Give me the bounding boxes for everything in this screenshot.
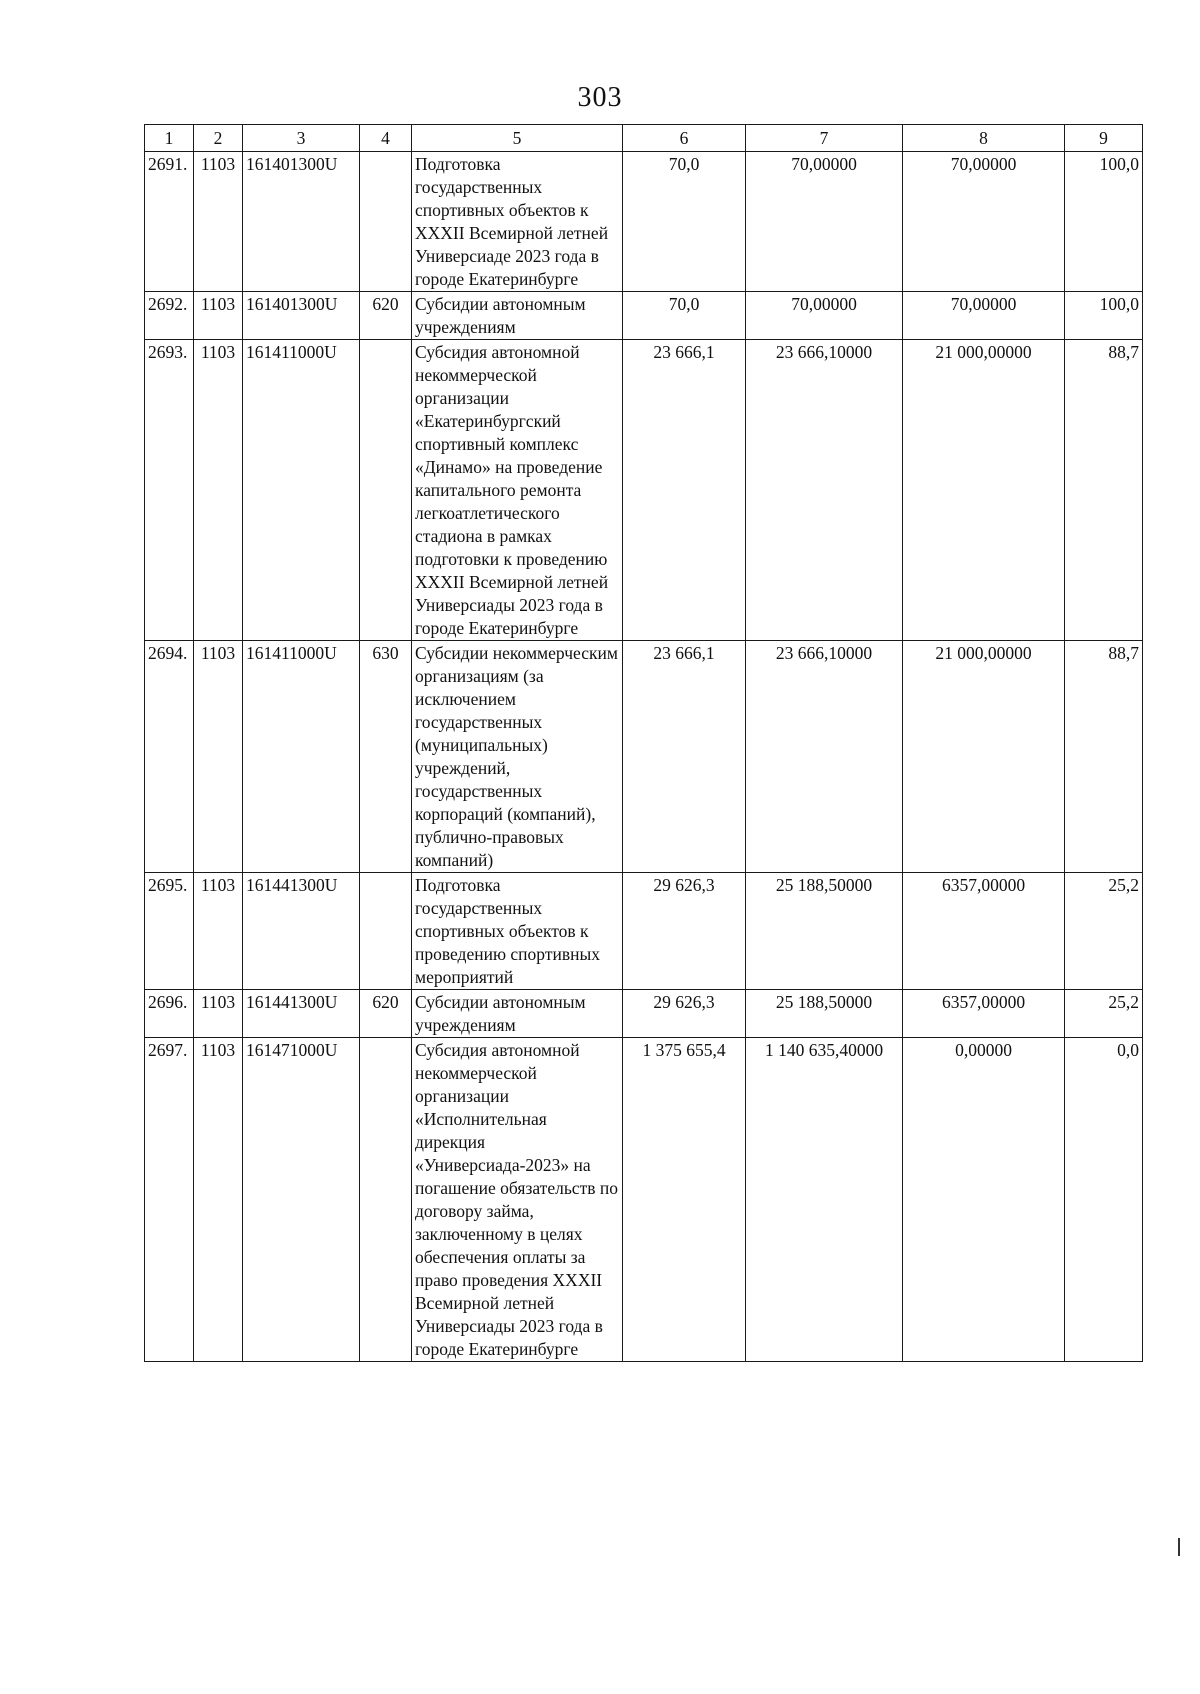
row-number-cell: 2697. xyxy=(145,1038,194,1362)
expense-kind-cell: 630 xyxy=(360,641,412,873)
header-row xyxy=(145,125,1143,152)
percent-cell: 100,0 xyxy=(1065,152,1143,292)
expense-kind-cell xyxy=(360,340,412,641)
value-cell-6: 23 666,1 xyxy=(623,641,746,873)
table-body xyxy=(145,152,1143,1362)
value-cell-8: 21 000,00000 xyxy=(903,641,1065,873)
name-cell: Субсидии автономным учреждениям xyxy=(412,990,623,1038)
table-row xyxy=(145,152,1143,292)
column-header: 5 xyxy=(412,125,623,152)
value-cell-8: 70,00000 xyxy=(903,152,1065,292)
column-header: 6 xyxy=(623,125,746,152)
value-cell-7: 25 188,50000 xyxy=(746,873,903,990)
column-header: 3 xyxy=(243,125,360,152)
target-code-cell: 161401300U xyxy=(243,152,360,292)
percent-cell: 88,7 xyxy=(1065,340,1143,641)
column-header: 8 xyxy=(903,125,1065,152)
page-number: 303 xyxy=(577,82,623,113)
value-cell-7: 23 666,10000 xyxy=(746,641,903,873)
row-number-cell: 2693. xyxy=(145,340,194,641)
percent-cell: 25,2 xyxy=(1065,873,1143,990)
section-code-cell: 1103 xyxy=(194,641,243,873)
target-code-cell: 161401300U xyxy=(243,292,360,340)
column-header: 7 xyxy=(746,125,903,152)
name-cell: Субсидии автономным учреждениям xyxy=(412,292,623,340)
target-code-cell: 161411000U xyxy=(243,340,360,641)
percent-cell: 100,0 xyxy=(1065,292,1143,340)
value-cell-7: 25 188,50000 xyxy=(746,990,903,1038)
section-code-cell: 1103 xyxy=(194,1038,243,1362)
expense-kind-cell xyxy=(360,873,412,990)
value-cell-7: 1 140 635,40000 xyxy=(746,1038,903,1362)
expense-kind-cell: 620 xyxy=(360,292,412,340)
name-cell: Подготовка государственных спортивных объектов к проведению спортивных мероприятий xyxy=(412,873,623,990)
target-code-cell: 161441300U xyxy=(243,990,360,1038)
expense-kind-cell xyxy=(360,152,412,292)
name-cell: Субсидия автономной некоммерческой организации «Исполнительная дирекция «Универсиада-2023» на погашение обязательств по договору займа, заключенному в целях обеспечения оплаты за право проведения XXXII Всемирной летней Универсиады 2023 года в городе Екатеринбурге xyxy=(412,1038,623,1362)
value-cell-8: 70,00000 xyxy=(903,292,1065,340)
section-code-cell: 1103 xyxy=(194,873,243,990)
row-number-cell: 2694. xyxy=(145,641,194,873)
table-row xyxy=(145,1038,1143,1362)
name-cell: Субсидии некоммерческим организациям (за исключением государственных (муниципальных) учреждений, государственных корпораций (компаний), публично-правовых компаний) xyxy=(412,641,623,873)
table-row xyxy=(145,292,1143,340)
row-number-cell: 2691. xyxy=(145,152,194,292)
row-number-cell: 2695. xyxy=(145,873,194,990)
budget-table xyxy=(144,124,1143,1362)
percent-cell: 88,7 xyxy=(1065,641,1143,873)
value-cell-6: 1 375 655,4 xyxy=(623,1038,746,1362)
expense-kind-cell xyxy=(360,1038,412,1362)
value-cell-8: 6357,00000 xyxy=(903,873,1065,990)
percent-cell: 25,2 xyxy=(1065,990,1143,1038)
value-cell-6: 70,0 xyxy=(623,292,746,340)
name-cell: Подготовка государственных спортивных объектов к XXXII Всемирной летней Универсиаде 2023 года в городе Екатеринбурге xyxy=(412,152,623,292)
value-cell-6: 70,0 xyxy=(623,152,746,292)
scan-artifact xyxy=(1178,1538,1180,1556)
section-code-cell: 1103 xyxy=(194,340,243,641)
value-cell-7: 70,00000 xyxy=(746,292,903,340)
table-row xyxy=(145,873,1143,990)
value-cell-8: 6357,00000 xyxy=(903,990,1065,1038)
table-row xyxy=(145,990,1143,1038)
row-number-cell: 2692. xyxy=(145,292,194,340)
target-code-cell: 161441300U xyxy=(243,873,360,990)
value-cell-7: 23 666,10000 xyxy=(746,340,903,641)
value-cell-7: 70,00000 xyxy=(746,152,903,292)
column-header: 9 xyxy=(1065,125,1143,152)
table-row xyxy=(145,641,1143,873)
percent-cell: 0,0 xyxy=(1065,1038,1143,1362)
section-code-cell: 1103 xyxy=(194,292,243,340)
column-header: 2 xyxy=(194,125,243,152)
value-cell-6: 29 626,3 xyxy=(623,873,746,990)
value-cell-6: 23 666,1 xyxy=(623,340,746,641)
column-header: 1 xyxy=(145,125,194,152)
value-cell-8: 0,00000 xyxy=(903,1038,1065,1362)
section-code-cell: 1103 xyxy=(194,990,243,1038)
value-cell-6: 29 626,3 xyxy=(623,990,746,1038)
target-code-cell: 161471000U xyxy=(243,1038,360,1362)
target-code-cell: 161411000U xyxy=(243,641,360,873)
expense-kind-cell: 620 xyxy=(360,990,412,1038)
row-number-cell: 2696. xyxy=(145,990,194,1038)
table-header xyxy=(145,125,1143,152)
value-cell-8: 21 000,00000 xyxy=(903,340,1065,641)
name-cell: Субсидия автономной некоммерческой организации «Екатеринбургский спортивный комплекс «Динамо» на проведение капитального ремонта легкоатлетического стадиона в рамках подготовки к проведению XXXII Всемирной летней Универсиады 2023 года в городе Екатеринбурге xyxy=(412,340,623,641)
table-row xyxy=(145,340,1143,641)
column-header: 4 xyxy=(360,125,412,152)
section-code-cell: 1103 xyxy=(194,152,243,292)
